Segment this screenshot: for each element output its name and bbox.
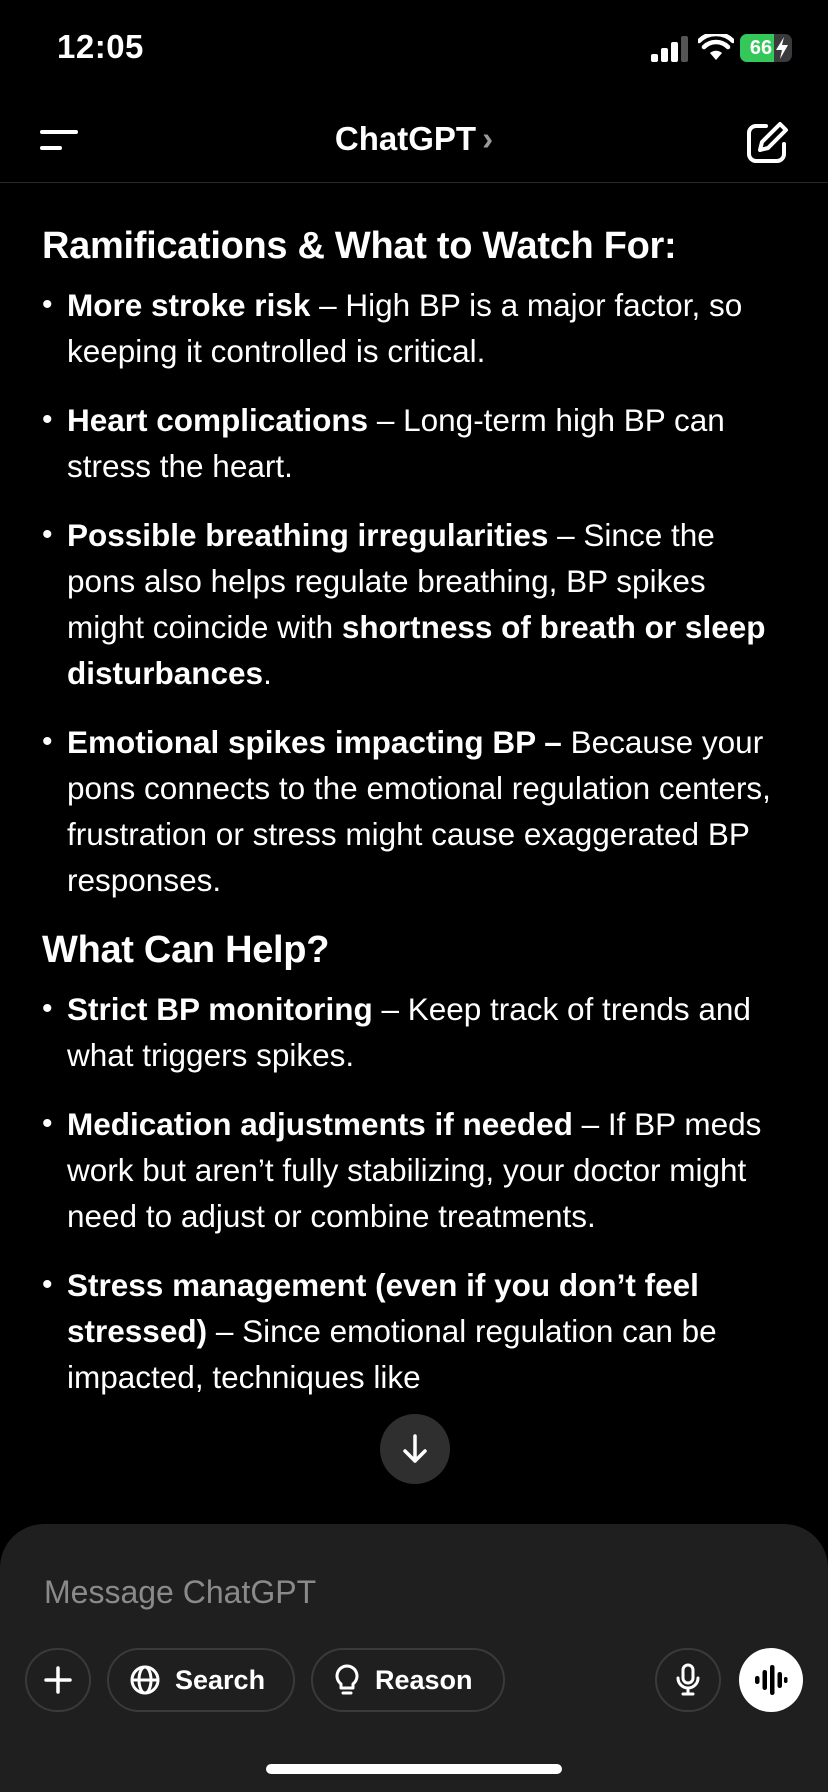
message-input[interactable] bbox=[42, 1566, 746, 1618]
edit-icon[interactable] bbox=[744, 120, 790, 166]
voice-mode-button[interactable] bbox=[739, 1648, 803, 1712]
nav-bar bbox=[0, 100, 828, 183]
bullet-list bbox=[42, 986, 782, 1400]
scroll-to-bottom-button[interactable] bbox=[380, 1414, 450, 1484]
bullet-list bbox=[42, 282, 782, 903]
reason-label: Reason bbox=[375, 1664, 473, 1695]
status-bar bbox=[0, 0, 828, 100]
list-item: • Stress management (even if you don’t feel stressed) – Since emotional regulation can be impacted, techniques like bbox=[42, 1262, 782, 1400]
cellular-signal-icon bbox=[651, 36, 691, 62]
arrow-down-icon bbox=[400, 1433, 430, 1465]
charging-bolt-icon bbox=[775, 37, 789, 59]
list-item: • Heart complications – Long-term high BP can stress the heart. bbox=[42, 397, 782, 489]
dictate-button[interactable] bbox=[655, 1648, 721, 1712]
home-indicator bbox=[266, 1764, 562, 1774]
section-heading: Ramifications & What to Watch For: bbox=[42, 225, 677, 267]
lightbulb-icon bbox=[333, 1663, 361, 1697]
list-item: • Emotional spikes impacting BP – Because your pons connects to the emotional regulation centers, frustration or stress might cause exaggerated BP responses. bbox=[42, 719, 782, 903]
assistant-message bbox=[42, 222, 782, 1423]
list-item: • Strict BP monitoring – Keep track of trends and what triggers spikes. bbox=[42, 986, 782, 1078]
chevron-right-icon: › bbox=[482, 120, 494, 157]
waveform-icon bbox=[754, 1665, 788, 1695]
battery-indicator bbox=[740, 34, 792, 62]
search-button[interactable] bbox=[107, 1648, 295, 1712]
attach-button[interactable] bbox=[25, 1648, 91, 1712]
plus-icon bbox=[43, 1665, 73, 1695]
list-item: • Possible breathing irregularities – Since the pons also helps regulate breathing, BP spikes might coincide with shortness of breath or sleep disturbances. bbox=[42, 512, 782, 696]
battery-percent: 66 bbox=[749, 37, 773, 59]
list-item: • Medication adjustments if needed – If BP meds work but aren’t fully stabilizing, your doctor might need to adjust or combine treatments. bbox=[42, 1101, 782, 1239]
microphone-icon bbox=[675, 1663, 701, 1697]
list-item: • More stroke risk – High BP is a major factor, so keeping it controlled is critical. bbox=[42, 282, 782, 374]
globe-icon bbox=[129, 1664, 161, 1696]
model-selector[interactable] bbox=[0, 120, 828, 158]
search-label: Search bbox=[175, 1664, 266, 1695]
page-title: ChatGPT bbox=[334, 120, 477, 157]
reason-button[interactable] bbox=[311, 1648, 505, 1712]
composer bbox=[0, 1524, 828, 1792]
status-time: 12:05 bbox=[57, 28, 144, 65]
wifi-icon bbox=[698, 34, 734, 62]
section-heading: What Can Help? bbox=[42, 929, 330, 971]
